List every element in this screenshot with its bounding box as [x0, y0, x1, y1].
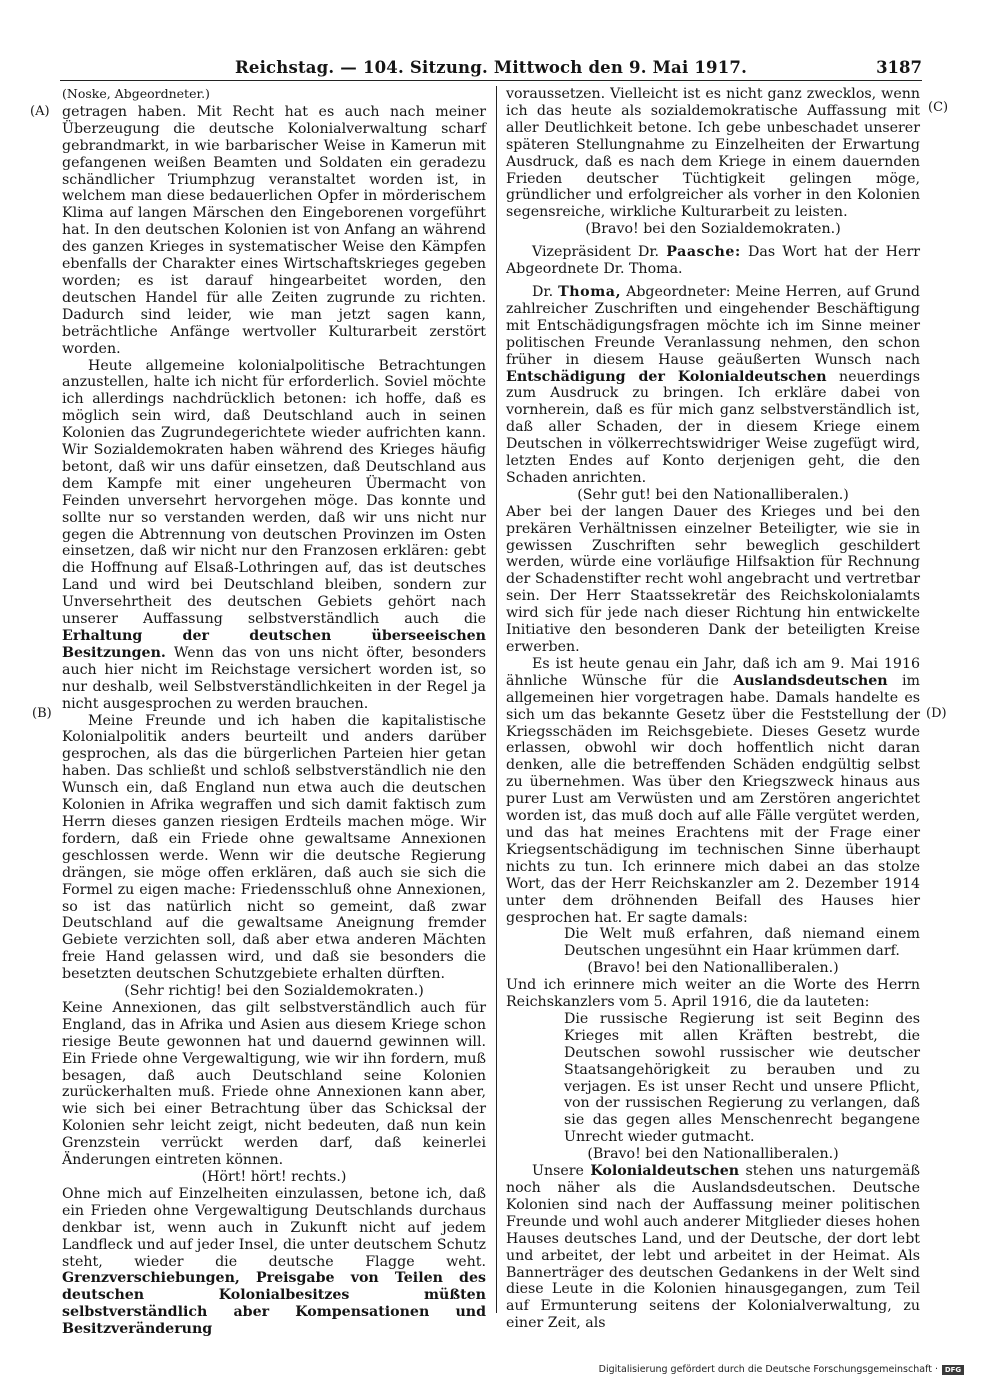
speaker-turn: Vizepräsident Dr. Paasche: Das Wort hat der Herr Abgeordnete Dr. Thoma. [506, 244, 921, 278]
speaker-continuation: (Noske, Abgeordneter.) [62, 86, 210, 101]
page-number: 3187 [876, 58, 922, 77]
quotation: Die Welt muß erfahren, daß niemand einem Deutschen ungesühnt ein Haar krümmen darf. [564, 926, 920, 960]
paragraph: Aber bei der langen Dauer des Krieges und bei den prekären Verhältnissen einzelner Beteiligter, wie sie in gewissen Zuschriften sehr beweglich geschildert werden, würde eine vorläufige Hilfsaktion für Rechnung der Schadenstifter recht wohl angebracht und vertretbar sein. Der Herr Staatssekretär des Reichskolonialamts wird sich für jede nach dieser Richtung hin entwickelte Initiative den besonderen Dank der beteiligten Kreise erwerben. [506, 503, 920, 655]
left-column [62, 86, 486, 1338]
paragraph: Es ist heute genau ein Jahr, daß ich am 9. Mai 1916 ähnliche Wünsche für die Auslandsdeutschen im allgemeinen hier vorgetragen habe. Damals handelte es sich um das bekannte Gesetz über die Feststellung der Kriegsschäden im Reichsgebiete. Dieses Gesetz wurde erlassen, obwohl wir doch hoffentlich nicht daran denken, alle die betreffenden Schäden endgültig selbst zu übernehmen. Was über den Kriegszweck hinaus aus purer Lust am Verwüsten und am Zerstören angerichtet worden ist, das muß doch auf alle Fälle vergütet werden, und das hat meines Erachtens mit der Frage einer Kriegsentschädigung im technischen Sinne überhaupt nichts zu tun. Ich erinnere mich dabei an das stolze Wort, das der Herr Reichskanzler am 2. Dezember 1914 unter dem dröhnenden Beifall des Hauses hier gesprochen hat. Er sagte damals: [506, 655, 920, 926]
interjection: (Sehr richtig! bei den Sozialdemokraten.) [124, 983, 424, 1000]
margin-mark-d: (D) [926, 706, 947, 721]
emphasis: Auslandsdeutschen [733, 672, 888, 689]
interjection: (Bravo! bei den Sozialdemokraten.) [585, 221, 841, 238]
dfg-logo: DFG [942, 1365, 964, 1375]
paragraph: Unsere Kolonialdeutschen stehen uns naturgemäß noch näher als die Auslandsdeutschen. Deutsche Kolonien sind nach der Auffassung meiner politischen Freunde und wohl auch anderer Mitglieder dieses hohen Hauses deutsches Land, und der Deutsche, der dort lebt und arbeitet, der lebt und arbeitet in der Heimat. Als Bannerträger des deutschen Gedankens in der Welt sind diese Leute in die Kolonien hinausgegangen, zum Teil auf Ermunterung seitens der Kolonialverwaltung, zu einer Zeit, als [506, 1163, 920, 1332]
interjection: (Sehr gut! bei den Nationalliberalen.) [577, 486, 849, 503]
page-header [60, 58, 922, 80]
column-divider [496, 86, 497, 1313]
margin-mark-c: (C) [928, 100, 949, 115]
interjection: (Bravo! bei den Nationalliberalen.) [587, 1146, 839, 1163]
paragraph: getragen haben. Mit Recht hat es auch nach meiner Überzeugung die deutsche Kolonialverwaltung scharf gebrandmarkt, in wie barbarischer Weise in Kamerun mit gefangenen weißen Beamten und Soldaten ein geradezu schändlicher Triumphzug veranstaltet worden ist, in welchem man diese bedauerlichen Opfer in mörderischem Klima auf langen Märschen den Eingeborenen vorgeführt hat. In den deutschen Kolonien ist von Anfang an während des ganzen Krieges in systematischer Weise den Kämpfen ebenfalls der Charakter eines Wirtschaftskrieges gegeben worden; es ist darauf hingearbeitet worden, den deutschen Handel für alle Zeiten zugrunde zu richten. Dadurch sind leider, wie man jetzt sagen kann, beträchtliche Anfänge wertvoller Kulturarbeit zerstört worden. [62, 103, 486, 357]
margin-mark-b: (B) [32, 706, 52, 721]
margin-mark-a: (A) [30, 104, 50, 119]
header-rule [60, 80, 922, 81]
interjection: (Bravo! bei den Nationalliberalen.) [587, 960, 839, 977]
paragraph: voraussetzen. Vielleicht ist es nicht ganz zwecklos, wenn ich das heute als sozialdemokratische Auffassung mit aller Deutlichkeit betone. Ich gebe unbeschadet unserer späteren Stellungnahme zu Einzelheiten der Erwartung Ausdruck, daß es nach dem Kriege in einem dauernden Frieden deutscher Tüchtigkeit gelingen möge, gründlicher und erfolgreicher als vorher in den Kolonien segensreiche, wirkliche Kulturarbeit zu leisten. [506, 86, 920, 221]
right-column [506, 86, 920, 1332]
speaker-name: Paasche: [666, 244, 741, 261]
interjection: (Hört! hört! rechts.) [201, 1169, 347, 1185]
speaker-name: Thoma, [558, 283, 622, 300]
footer-text: Digitalisierung gefördert durch die Deutsche Forschungsgemeinschaft · [598, 1364, 938, 1375]
paragraph: Ohne mich auf Einzelheiten einzulassen, betone ich, daß ein Frieden ohne Vergewaltigung Deutschlands durchaus denkbar ist, wenn auch in Zukunft nicht auf jedem Landfleck und auf jeder Insel, die unter deutschem Schutz steht, wieder die deutsche Flagge weht. Grenzverschiebungen, Preisgabe von Teilen des deutschen Kolonialbesitzes müßten selbstverständlich aber Kompensationen und Besitzveränderung [62, 1185, 486, 1338]
running-title: Reichstag. — 104. Sitzung. Mittwoch den 9. Mai 1917. [234, 58, 748, 77]
emphasis: Erhaltung der deutschen überseeischen Besitzungen. [62, 628, 486, 661]
paragraph: Meine Freunde und ich haben die kapitalistische Kolonialpolitik anders beurteilt und anders darüber gesprochen, als das die bürgerlichen Parteien hier getan haben. Das schließt und schloß selbstverständlich nie den Wunsch ein, daß England nun etwa auch die deutschen Kolonien in Afrika wegraffen und sich damit faktisch zum Herrn dieses ganzen riesigen Erdteils machen möge. Wir fordern, daß ein Friede ohne gewaltsame Annexionen geschlossen werde. Wenn wir die deutsche Regierung drängen, sie möge offen erklären, daß auch sie sich die Formel zu eigen mache: Friedensschluß ohne Annexionen, so ist das natürlich nicht so gemeint, daß zwar Deutschland auf die gewaltsame Aneignung fremder Gebiete verzichten soll, daß aber etwa anderen Mächten freie Hand gelassen wird, und daß sie besonders die besetzten deutschen Schutzgebiete erhalten dürften. [62, 712, 486, 983]
emphasis: Grenzverschiebungen, Preisgabe von Teilen des deutschen Kolonialbesitzes müßten selbstverständlich aber Kompensationen und Besitzveränderung [62, 1270, 486, 1338]
speaker-turn: Dr. Thoma, Abgeordneter: Meine Herren, auf Grund zahlreicher Zuschriften und eingehender Beschäftigung mit Entschädigungsfragen möchte ich im Sinne meiner politischen Freunde Veranlassung nehmen, den schon früher in diesem Hause geäußerten Wunsch nach Entschädigung der Kolonialdeutschen neuerdings zum Ausdruck zu bringen. Ich erkläre dabei von vornherein, daß es für mich ganz selbstverständlich ist, daß aller Schaden, der in diesem Kriege einem Deutschen in völkerrechtswidriger Weise zugefügt wird, letzten Endes auf Konto derjenigen geht, die den Schaden anrichten. [506, 283, 920, 486]
emphasis: Entschädigung der Kolonialdeutschen [506, 368, 827, 385]
paragraph: Keine Annexionen, das gilt selbstverständlich auch für England, das in Afrika und Asien aus diesem Kriege schon riesige Beute gewonnen hat und dauernd gewinnen will. Ein Friede ohne Vergewaltigung, wie wir ihn fordern, muß besagen, daß auch Deutschland seine Kolonien zurückerhalten muß. Friede ohne Annexionen kann aber, wie sich bei einer Betrachtung über das Schicksal der Kolonien sehr leicht zeigt, nicht bedeuten, daß nun kein Grenzstein verrückt werden darf, daß keinerlei Änderungen eintreten können. [62, 999, 486, 1169]
paragraph: Heute allgemeine kolonialpolitische Betrachtungen anzustellen, halte ich nicht für erforderlich. Soviel möchte ich allerdings nachdrücklich betonen: ich hoffe, daß es möglich sein wird, daß Deutschland auch in seinen Kolonien das Zugrundegerichtete wieder aufrichten kann. Wir Sozialdemokraten haben während des Krieges häufig betont, daß wir uns dafür einsetzen, daß Deutschland aus dem Kampfe mit einer ungeheuren Übermacht von Feinden unversehrt hervorgehen möge. Das konnte und sollte nur so verstanden werden, daß wir uns nicht nur gegen die Abtrennung von deutschen Provinzen im Osten einsetzen, daß wir nicht nur den Franzosen erklären: gebt die Hoffnung auf Elsaß-Lothringen auf, das ist deutsches Land und wird bei Deutschland bleiben, sondern zur Unversehrtheit des deutschen Gebiets gehört nach unserer Auffassung selbstverständlich auch die Erhaltung der deutschen überseeischen Besitzungen. Wenn das von uns nicht öfter, besonders auch hier nicht im Reichstage versichert worden ist, so nur deshalb, weil Selbstverständlichkeiten in der Regel ja nicht ausgesprochen zu werden brauchen. [62, 357, 486, 712]
emphasis: Kolonialdeutschen [590, 1163, 740, 1180]
quotation: Die russische Regierung ist seit Beginn des Krieges mit allen Kräften bestrebt, die Deutschen sowohl russischer wie deutscher Staatsangehörigkeit zu berauben und zu verjagen. Es ist unser Recht und unsere Pflicht, von der russischen Regierung zu verlangen, daß sie das gegen alles Menschenrecht begangene Unrecht wieder gutmacht. [564, 1010, 920, 1146]
paragraph: Und ich erinnere mich weiter an die Worte des Herrn Reichskanzlers vom 5. April 1916, die da lauteten: [506, 977, 920, 1011]
digitization-footer [599, 1364, 964, 1375]
